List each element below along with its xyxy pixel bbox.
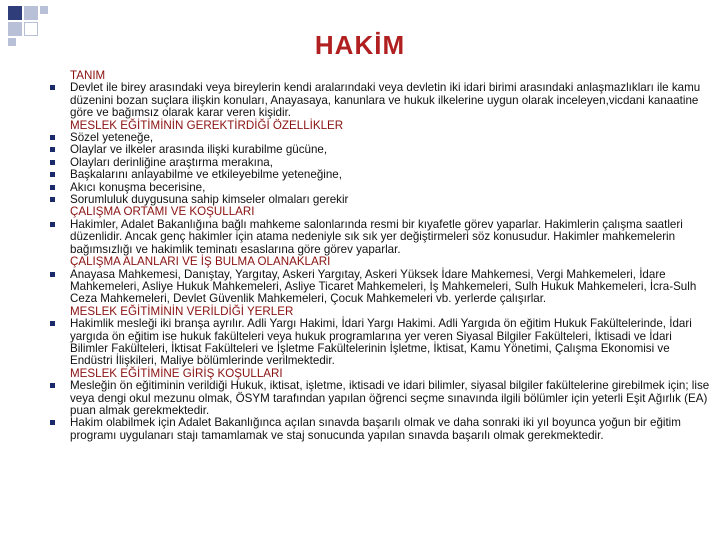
bullet-text: Başkalarını anlayabilme ve etkileyebilme yeteneğine, xyxy=(70,168,342,182)
square-bullet-icon xyxy=(50,272,55,277)
square-bullet-icon xyxy=(50,185,55,190)
square-bullet-icon xyxy=(50,135,55,140)
square-bullet-icon xyxy=(50,222,55,227)
square-bullet-icon xyxy=(50,321,55,326)
bullet-text: Hakim olabilmek için Adalet Bakanlığınca açılan sınavda başarılı olmak ve daha sonraki iki yıl boyunca yoğun bir eğitim programı uygulanarı stajı tamamlamak ve staj sonucunda yapılan sınavda başarılı olmak gerekmektedir. xyxy=(70,416,681,442)
bullet-item xyxy=(50,417,710,442)
bullet-text: Sorumluluk duygusuna sahip kimseler olmaları gerekir xyxy=(70,193,349,207)
square-bullet-icon xyxy=(50,383,55,388)
bullet-item xyxy=(50,82,710,119)
section-heading-text: TANIM xyxy=(70,69,106,82)
bullet-item xyxy=(50,269,710,306)
bullet-text: Akıcı konuşma becerisine, xyxy=(70,180,206,194)
bullet-item xyxy=(50,380,710,417)
square-bullet-icon xyxy=(50,85,55,90)
bullet-text: Hakimlik mesleği iki branşa ayrılır. Adli Yargı Hakimi, İdari Yargı Hakimi. Adli Yargıda ön eğitim Hukuk Fakültelerinde, İdari yargıda ön eğitim ise hukuk fakülteleri veya hukuk programlarına yer veren Siyasal Bilgiler Fakülteleri, İktisadi ve İdari Bilimler Fakülteleri, İktisat Fakülteleri ve İşletme Fakültelerinin İşletme, İktisat, Kamu Yönetimi, Çalışma Ekonomisi ve Endüstri İlişkileri, Maliye bölümlerinde verilmektedir. xyxy=(70,317,692,368)
bullet-text: Devlet ile birey arasındaki veya bireylerin kendi aralarındaki veya devletin iki idari birimi arasındaki anlaşmazlıkları ile kamu düzenini bozan suçlara ilişkin konuları, Anayasaya, kanunlara ve hukuk ilkelerine uygun olarak inceleyen,vicdani kanaatine göre ve bağımsız olarak karar veren kişidir. xyxy=(70,81,701,120)
bullet-text: Mesleğin ön eğitiminin verildiği Hukuk, iktisat, işletme, iktisadi ve idari bilimler, siyasal bilgiler fakültelerine girebilmek için; lise veya dengi okul mezunu olmak, ÖSYM tarafından yapılan öğrenci seçme sınavında ilgili bölümler için yeterli Eşit Ağırlık (EA) puan almak gerekmektedir. xyxy=(70,379,710,417)
section-heading-text: ÇALIŞMA ORTAMI VE KOŞULLARI xyxy=(70,205,255,219)
bullet-text: Olayları derinliğine araştırma merakına, xyxy=(70,155,273,169)
bullet-text: Anayasa Mahkemesi, Danıştay, Yargıtay, Askeri Yargıtay, Askeri Yüksek İdare Mahkemesi, Vergi Mahkemeleri, İdare Mahkemeleri, Asliye Hukuk Mahkemeleri, Asliye Ticaret Mahkemeleri, İş Mahkemeleri, Sulh Hukuk Mahkemeleri, İcra-Sulh Ceza Mahkemeleri, Devlet Güvenlik Mahkemeleri, Çocuk Mahkemeleri vb. yerlerde çalışırlar. xyxy=(70,267,697,306)
bullet-text: Hakimler, Adalet Bakanlığına bağlı mahkeme salonlarında resmi bir kıyafetle görev yaparlar. Hakimlerin çalışma saatleri düzenlidir. Ancak genç hakimler için atama nedeniyle sık sık yer değiştirmeleri söz konusudur. Hakimler mahkemelerin bağımsızlığı ve hakimlik teminatı esaslarına göre görev yaparlar. xyxy=(70,217,683,256)
bullet-text: Olaylar ve ilkeler arasında ilişki kurabilme gücüne, xyxy=(70,143,328,157)
bullet-item xyxy=(50,318,710,368)
section-heading-text: MESLEK EĞİTİMİNİN VERİLDİĞİ YERLER xyxy=(70,304,294,318)
bullet-item xyxy=(50,219,710,256)
slide-title: HAKİM xyxy=(314,30,406,60)
square-bullet-icon xyxy=(50,197,55,202)
square-bullet-icon xyxy=(50,420,55,425)
section-heading-text: MESLEK EĞİTİMİNE GİRİŞ KOŞULLARI xyxy=(70,366,283,380)
bullet-text: Sözel yeteneğe, xyxy=(70,131,154,145)
square-bullet-icon xyxy=(50,147,55,152)
section-heading-text: ÇALIŞMA ALANLARI VE İŞ BULMA OLANAKLARI xyxy=(70,255,331,269)
slide-content xyxy=(50,70,710,442)
section-heading-text: MESLEK EĞİTİMİNİN GEREKTİRDİĞİ ÖZELLİKLER xyxy=(70,118,344,132)
square-bullet-icon xyxy=(50,172,55,177)
square-bullet-icon xyxy=(50,160,55,165)
